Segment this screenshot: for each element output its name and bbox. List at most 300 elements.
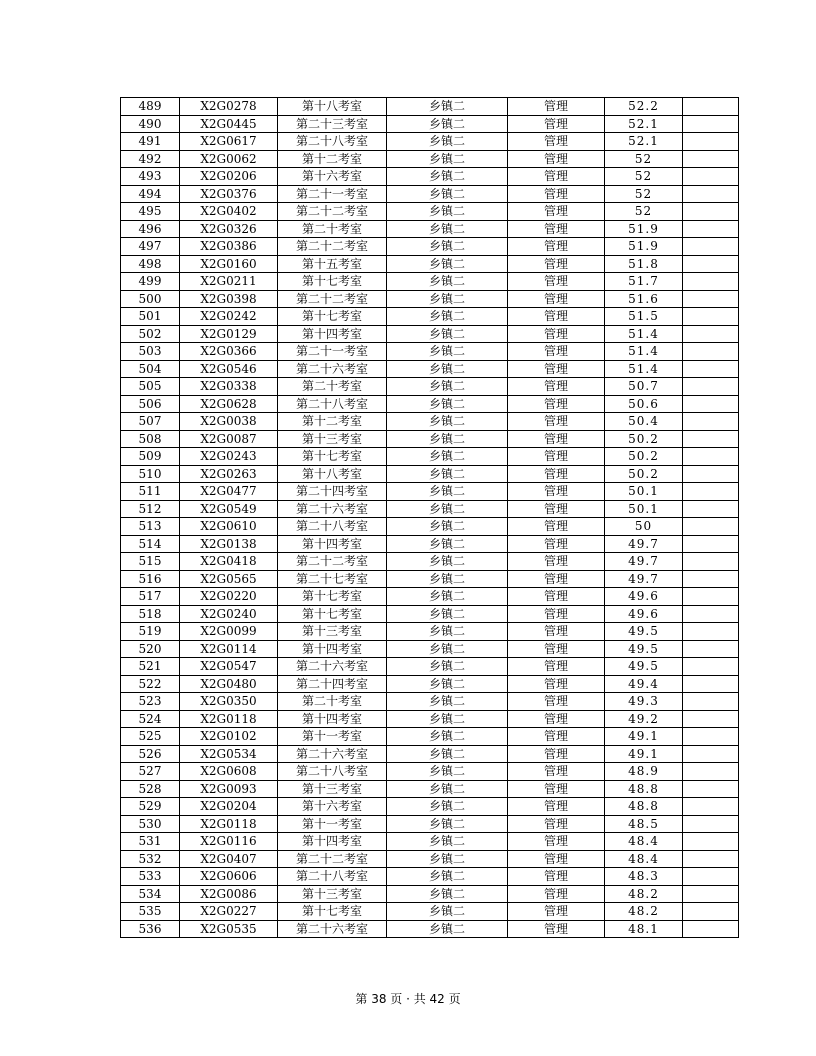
category-cell: 管理 bbox=[508, 150, 605, 168]
score-cell: 52 bbox=[605, 203, 683, 221]
note-cell bbox=[683, 920, 739, 938]
table-row bbox=[121, 448, 739, 466]
category-cell: 管理 bbox=[508, 255, 605, 273]
table-row bbox=[121, 238, 739, 256]
rank-cell: 526 bbox=[121, 745, 180, 763]
district-cell: 乡镇二 bbox=[387, 308, 508, 326]
table-row bbox=[121, 640, 739, 658]
exam-room-cell: 第二十二考室 bbox=[278, 238, 387, 256]
district-cell: 乡镇二 bbox=[387, 693, 508, 711]
exam-id-cell: X2G0617 bbox=[180, 133, 278, 151]
table-row bbox=[121, 815, 739, 833]
note-cell bbox=[683, 780, 739, 798]
note-cell bbox=[683, 203, 739, 221]
score-cell: 51.4 bbox=[605, 360, 683, 378]
exam-id-cell: X2G0263 bbox=[180, 465, 278, 483]
rank-cell: 503 bbox=[121, 343, 180, 361]
page-footer: 第 38 页 · 共 42 页 bbox=[355, 992, 461, 1006]
note-cell bbox=[683, 850, 739, 868]
category-cell: 管理 bbox=[508, 308, 605, 326]
note-cell bbox=[683, 465, 739, 483]
score-cell: 49.5 bbox=[605, 658, 683, 676]
district-cell: 乡镇二 bbox=[387, 518, 508, 536]
category-cell: 管理 bbox=[508, 448, 605, 466]
score-cell: 48.3 bbox=[605, 868, 683, 886]
rank-cell: 518 bbox=[121, 605, 180, 623]
table-row bbox=[121, 903, 739, 921]
rank-cell: 517 bbox=[121, 588, 180, 606]
rank-cell: 496 bbox=[121, 220, 180, 238]
exam-room-cell: 第二十四考室 bbox=[278, 675, 387, 693]
rank-cell: 530 bbox=[121, 815, 180, 833]
exam-room-cell: 第二十二考室 bbox=[278, 290, 387, 308]
rank-cell: 525 bbox=[121, 728, 180, 746]
score-cell: 52 bbox=[605, 168, 683, 186]
exam-room-cell: 第二十八考室 bbox=[278, 395, 387, 413]
category-cell: 管理 bbox=[508, 133, 605, 151]
exam-id-cell: X2G0129 bbox=[180, 325, 278, 343]
exam-id-cell: X2G0227 bbox=[180, 903, 278, 921]
rank-cell: 494 bbox=[121, 185, 180, 203]
category-cell: 管理 bbox=[508, 290, 605, 308]
exam-room-cell: 第二十六考室 bbox=[278, 500, 387, 518]
score-cell: 49.1 bbox=[605, 728, 683, 746]
exam-room-cell: 第十七考室 bbox=[278, 605, 387, 623]
exam-room-cell: 第十四考室 bbox=[278, 833, 387, 851]
exam-id-cell: X2G0534 bbox=[180, 745, 278, 763]
score-cell: 51.9 bbox=[605, 238, 683, 256]
note-cell bbox=[683, 430, 739, 448]
table-row bbox=[121, 605, 739, 623]
rank-cell: 489 bbox=[121, 98, 180, 116]
rank-cell: 510 bbox=[121, 465, 180, 483]
table-row bbox=[121, 675, 739, 693]
exam-id-cell: X2G0087 bbox=[180, 430, 278, 448]
exam-id-cell: X2G0350 bbox=[180, 693, 278, 711]
note-cell bbox=[683, 605, 739, 623]
rank-cell: 493 bbox=[121, 168, 180, 186]
district-cell: 乡镇二 bbox=[387, 343, 508, 361]
rank-cell: 521 bbox=[121, 658, 180, 676]
district-cell: 乡镇二 bbox=[387, 290, 508, 308]
rank-cell: 506 bbox=[121, 395, 180, 413]
rank-cell: 509 bbox=[121, 448, 180, 466]
exam-id-cell: X2G0402 bbox=[180, 203, 278, 221]
exam-id-cell: X2G0326 bbox=[180, 220, 278, 238]
exam-room-cell: 第十七考室 bbox=[278, 273, 387, 291]
district-cell: 乡镇二 bbox=[387, 658, 508, 676]
district-cell: 乡镇二 bbox=[387, 798, 508, 816]
exam-room-cell: 第二十八考室 bbox=[278, 518, 387, 536]
category-cell: 管理 bbox=[508, 640, 605, 658]
rank-cell: 514 bbox=[121, 535, 180, 553]
note-cell bbox=[683, 378, 739, 396]
note-cell bbox=[683, 640, 739, 658]
table-row bbox=[121, 500, 739, 518]
note-cell bbox=[683, 763, 739, 781]
score-cell: 48.8 bbox=[605, 780, 683, 798]
score-cell: 48.5 bbox=[605, 815, 683, 833]
note-cell bbox=[683, 413, 739, 431]
table-row bbox=[121, 693, 739, 711]
table-row bbox=[121, 413, 739, 431]
category-cell: 管理 bbox=[508, 430, 605, 448]
district-cell: 乡镇二 bbox=[387, 133, 508, 151]
score-cell: 49.5 bbox=[605, 640, 683, 658]
exam-id-cell: X2G0628 bbox=[180, 395, 278, 413]
exam-id-cell: X2G0547 bbox=[180, 658, 278, 676]
district-cell: 乡镇二 bbox=[387, 850, 508, 868]
exam-id-cell: X2G0099 bbox=[180, 623, 278, 641]
category-cell: 管理 bbox=[508, 203, 605, 221]
exam-room-cell: 第十七考室 bbox=[278, 588, 387, 606]
score-cell: 50.2 bbox=[605, 430, 683, 448]
score-cell: 49.2 bbox=[605, 710, 683, 728]
district-cell: 乡镇二 bbox=[387, 395, 508, 413]
score-cell: 51.4 bbox=[605, 343, 683, 361]
category-cell: 管理 bbox=[508, 98, 605, 116]
score-cell: 51.4 bbox=[605, 325, 683, 343]
score-cell: 48.4 bbox=[605, 833, 683, 851]
rank-cell: 498 bbox=[121, 255, 180, 273]
note-cell bbox=[683, 570, 739, 588]
table-row bbox=[121, 290, 739, 308]
rank-cell: 495 bbox=[121, 203, 180, 221]
exam-id-cell: X2G0220 bbox=[180, 588, 278, 606]
rank-cell: 497 bbox=[121, 238, 180, 256]
exam-id-cell: X2G0366 bbox=[180, 343, 278, 361]
note-cell bbox=[683, 115, 739, 133]
score-cell: 48.8 bbox=[605, 798, 683, 816]
note-cell bbox=[683, 133, 739, 151]
note-cell bbox=[683, 693, 739, 711]
rank-cell: 492 bbox=[121, 150, 180, 168]
table-row bbox=[121, 623, 739, 641]
exam-id-cell: X2G0116 bbox=[180, 833, 278, 851]
exam-room-cell: 第二十考室 bbox=[278, 220, 387, 238]
rank-cell: 500 bbox=[121, 290, 180, 308]
note-cell bbox=[683, 255, 739, 273]
exam-room-cell: 第十三考室 bbox=[278, 780, 387, 798]
exam-id-cell: X2G0240 bbox=[180, 605, 278, 623]
note-cell bbox=[683, 815, 739, 833]
rank-cell: 529 bbox=[121, 798, 180, 816]
rank-cell: 515 bbox=[121, 553, 180, 571]
score-cell: 52 bbox=[605, 150, 683, 168]
category-cell: 管理 bbox=[508, 710, 605, 728]
exam-id-cell: X2G0418 bbox=[180, 553, 278, 571]
exam-id-cell: X2G0086 bbox=[180, 885, 278, 903]
score-cell: 49.3 bbox=[605, 693, 683, 711]
exam-room-cell: 第十七考室 bbox=[278, 903, 387, 921]
category-cell: 管理 bbox=[508, 675, 605, 693]
exam-room-cell: 第二十二考室 bbox=[278, 203, 387, 221]
exam-id-cell: X2G0160 bbox=[180, 255, 278, 273]
note-cell bbox=[683, 150, 739, 168]
category-cell: 管理 bbox=[508, 658, 605, 676]
rank-cell: 490 bbox=[121, 115, 180, 133]
exam-room-cell: 第十四考室 bbox=[278, 640, 387, 658]
table-row bbox=[121, 553, 739, 571]
category-cell: 管理 bbox=[508, 588, 605, 606]
score-cell: 48.2 bbox=[605, 903, 683, 921]
table-row bbox=[121, 343, 739, 361]
exam-id-cell: X2G0102 bbox=[180, 728, 278, 746]
score-cell: 51.6 bbox=[605, 290, 683, 308]
table-row bbox=[121, 710, 739, 728]
note-cell bbox=[683, 98, 739, 116]
note-cell bbox=[683, 833, 739, 851]
note-cell bbox=[683, 745, 739, 763]
district-cell: 乡镇二 bbox=[387, 413, 508, 431]
exam-id-cell: X2G0211 bbox=[180, 273, 278, 291]
table-row bbox=[121, 833, 739, 851]
rank-cell: 522 bbox=[121, 675, 180, 693]
rank-cell: 524 bbox=[121, 710, 180, 728]
score-cell: 49.7 bbox=[605, 570, 683, 588]
score-cell: 48.9 bbox=[605, 763, 683, 781]
exam-id-cell: X2G0608 bbox=[180, 763, 278, 781]
exam-id-cell: X2G0477 bbox=[180, 483, 278, 501]
rank-cell: 532 bbox=[121, 850, 180, 868]
rank-cell: 513 bbox=[121, 518, 180, 536]
note-cell bbox=[683, 518, 739, 536]
note-cell bbox=[683, 868, 739, 886]
exam-room-cell: 第二十六考室 bbox=[278, 658, 387, 676]
table-row bbox=[121, 255, 739, 273]
district-cell: 乡镇二 bbox=[387, 535, 508, 553]
exam-room-cell: 第二十七考室 bbox=[278, 570, 387, 588]
exam-id-cell: X2G0610 bbox=[180, 518, 278, 536]
category-cell: 管理 bbox=[508, 483, 605, 501]
score-cell: 48.4 bbox=[605, 850, 683, 868]
district-cell: 乡镇二 bbox=[387, 220, 508, 238]
score-cell: 52.1 bbox=[605, 133, 683, 151]
exam-room-cell: 第二十一考室 bbox=[278, 343, 387, 361]
exam-room-cell: 第十六考室 bbox=[278, 798, 387, 816]
exam-room-cell: 第二十八考室 bbox=[278, 763, 387, 781]
exam-room-cell: 第二十六考室 bbox=[278, 920, 387, 938]
district-cell: 乡镇二 bbox=[387, 448, 508, 466]
score-cell: 50.7 bbox=[605, 378, 683, 396]
category-cell: 管理 bbox=[508, 833, 605, 851]
exam-room-cell: 第二十四考室 bbox=[278, 483, 387, 501]
note-cell bbox=[683, 238, 739, 256]
exam-id-cell: X2G0062 bbox=[180, 150, 278, 168]
table-body bbox=[121, 98, 739, 938]
district-cell: 乡镇二 bbox=[387, 833, 508, 851]
district-cell: 乡镇二 bbox=[387, 588, 508, 606]
district-cell: 乡镇二 bbox=[387, 710, 508, 728]
rank-cell: 533 bbox=[121, 868, 180, 886]
exam-id-cell: X2G0480 bbox=[180, 675, 278, 693]
table-row bbox=[121, 360, 739, 378]
category-cell: 管理 bbox=[508, 535, 605, 553]
category-cell: 管理 bbox=[508, 903, 605, 921]
note-cell bbox=[683, 500, 739, 518]
district-cell: 乡镇二 bbox=[387, 815, 508, 833]
district-cell: 乡镇二 bbox=[387, 745, 508, 763]
table-row bbox=[121, 115, 739, 133]
exam-room-cell: 第二十八考室 bbox=[278, 868, 387, 886]
category-cell: 管理 bbox=[508, 570, 605, 588]
exam-room-cell: 第二十六考室 bbox=[278, 745, 387, 763]
note-cell bbox=[683, 588, 739, 606]
score-cell: 49.5 bbox=[605, 623, 683, 641]
score-cell: 49.7 bbox=[605, 553, 683, 571]
district-cell: 乡镇二 bbox=[387, 675, 508, 693]
table-row bbox=[121, 150, 739, 168]
score-cell: 51.5 bbox=[605, 308, 683, 326]
exam-room-cell: 第十一考室 bbox=[278, 815, 387, 833]
note-cell bbox=[683, 360, 739, 378]
table-row bbox=[121, 920, 739, 938]
category-cell: 管理 bbox=[508, 273, 605, 291]
category-cell: 管理 bbox=[508, 465, 605, 483]
exam-room-cell: 第二十六考室 bbox=[278, 360, 387, 378]
exam-id-cell: X2G0398 bbox=[180, 290, 278, 308]
category-cell: 管理 bbox=[508, 325, 605, 343]
district-cell: 乡镇二 bbox=[387, 255, 508, 273]
table-row bbox=[121, 220, 739, 238]
exam-id-cell: X2G0606 bbox=[180, 868, 278, 886]
table-row bbox=[121, 798, 739, 816]
category-cell: 管理 bbox=[508, 185, 605, 203]
district-cell: 乡镇二 bbox=[387, 780, 508, 798]
exam-id-cell: X2G0546 bbox=[180, 360, 278, 378]
district-cell: 乡镇二 bbox=[387, 920, 508, 938]
results-table bbox=[120, 97, 739, 938]
table-row bbox=[121, 395, 739, 413]
note-cell bbox=[683, 483, 739, 501]
note-cell bbox=[683, 325, 739, 343]
category-cell: 管理 bbox=[508, 850, 605, 868]
score-cell: 49.4 bbox=[605, 675, 683, 693]
note-cell bbox=[683, 343, 739, 361]
rank-cell: 499 bbox=[121, 273, 180, 291]
exam-id-cell: X2G0114 bbox=[180, 640, 278, 658]
table-row bbox=[121, 308, 739, 326]
exam-id-cell: X2G0278 bbox=[180, 98, 278, 116]
exam-room-cell: 第二十二考室 bbox=[278, 850, 387, 868]
exam-id-cell: X2G0204 bbox=[180, 798, 278, 816]
rank-cell: 520 bbox=[121, 640, 180, 658]
district-cell: 乡镇二 bbox=[387, 640, 508, 658]
note-cell bbox=[683, 903, 739, 921]
exam-id-cell: X2G0386 bbox=[180, 238, 278, 256]
score-cell: 49.6 bbox=[605, 588, 683, 606]
district-cell: 乡镇二 bbox=[387, 763, 508, 781]
category-cell: 管理 bbox=[508, 780, 605, 798]
note-cell bbox=[683, 535, 739, 553]
category-cell: 管理 bbox=[508, 815, 605, 833]
district-cell: 乡镇二 bbox=[387, 570, 508, 588]
table-row bbox=[121, 185, 739, 203]
exam-id-cell: X2G0445 bbox=[180, 115, 278, 133]
rank-cell: 527 bbox=[121, 763, 180, 781]
exam-room-cell: 第二十一考室 bbox=[278, 185, 387, 203]
exam-room-cell: 第十七考室 bbox=[278, 308, 387, 326]
category-cell: 管理 bbox=[508, 518, 605, 536]
note-cell bbox=[683, 553, 739, 571]
exam-room-cell: 第十四考室 bbox=[278, 325, 387, 343]
table-row bbox=[121, 483, 739, 501]
district-cell: 乡镇二 bbox=[387, 150, 508, 168]
exam-room-cell: 第二十二考室 bbox=[278, 553, 387, 571]
district-cell: 乡镇二 bbox=[387, 500, 508, 518]
score-cell: 50 bbox=[605, 518, 683, 536]
table-row bbox=[121, 273, 739, 291]
table-row bbox=[121, 203, 739, 221]
exam-room-cell: 第十四考室 bbox=[278, 710, 387, 728]
score-cell: 51.7 bbox=[605, 273, 683, 291]
table-row bbox=[121, 168, 739, 186]
note-cell bbox=[683, 710, 739, 728]
exam-id-cell: X2G0243 bbox=[180, 448, 278, 466]
exam-room-cell: 第十三考室 bbox=[278, 885, 387, 903]
exam-room-cell: 第十八考室 bbox=[278, 98, 387, 116]
category-cell: 管理 bbox=[508, 798, 605, 816]
note-cell bbox=[683, 728, 739, 746]
category-cell: 管理 bbox=[508, 220, 605, 238]
district-cell: 乡镇二 bbox=[387, 465, 508, 483]
district-cell: 乡镇二 bbox=[387, 903, 508, 921]
category-cell: 管理 bbox=[508, 623, 605, 641]
rank-cell: 519 bbox=[121, 623, 180, 641]
note-cell bbox=[683, 273, 739, 291]
category-cell: 管理 bbox=[508, 500, 605, 518]
exam-room-cell: 第十六考室 bbox=[278, 168, 387, 186]
exam-id-cell: X2G0038 bbox=[180, 413, 278, 431]
category-cell: 管理 bbox=[508, 745, 605, 763]
exam-id-cell: X2G0565 bbox=[180, 570, 278, 588]
rank-cell: 535 bbox=[121, 903, 180, 921]
rank-cell: 501 bbox=[121, 308, 180, 326]
exam-room-cell: 第十二考室 bbox=[278, 413, 387, 431]
district-cell: 乡镇二 bbox=[387, 98, 508, 116]
rank-cell: 504 bbox=[121, 360, 180, 378]
district-cell: 乡镇二 bbox=[387, 605, 508, 623]
category-cell: 管理 bbox=[508, 378, 605, 396]
rank-cell: 516 bbox=[121, 570, 180, 588]
exam-id-cell: X2G0338 bbox=[180, 378, 278, 396]
table-row bbox=[121, 868, 739, 886]
score-cell: 48.1 bbox=[605, 920, 683, 938]
note-cell bbox=[683, 623, 739, 641]
table-row bbox=[121, 745, 739, 763]
district-cell: 乡镇二 bbox=[387, 483, 508, 501]
district-cell: 乡镇二 bbox=[387, 273, 508, 291]
note-cell bbox=[683, 658, 739, 676]
category-cell: 管理 bbox=[508, 343, 605, 361]
score-cell: 52 bbox=[605, 185, 683, 203]
rank-cell: 534 bbox=[121, 885, 180, 903]
score-cell: 50.2 bbox=[605, 465, 683, 483]
category-cell: 管理 bbox=[508, 693, 605, 711]
exam-room-cell: 第二十考室 bbox=[278, 693, 387, 711]
score-cell: 50.6 bbox=[605, 395, 683, 413]
score-cell: 50.2 bbox=[605, 448, 683, 466]
note-cell bbox=[683, 675, 739, 693]
district-cell: 乡镇二 bbox=[387, 168, 508, 186]
district-cell: 乡镇二 bbox=[387, 115, 508, 133]
table-row bbox=[121, 98, 739, 116]
exam-room-cell: 第十二考室 bbox=[278, 150, 387, 168]
note-cell bbox=[683, 885, 739, 903]
exam-id-cell: X2G0549 bbox=[180, 500, 278, 518]
rank-cell: 511 bbox=[121, 483, 180, 501]
score-cell: 49.7 bbox=[605, 535, 683, 553]
